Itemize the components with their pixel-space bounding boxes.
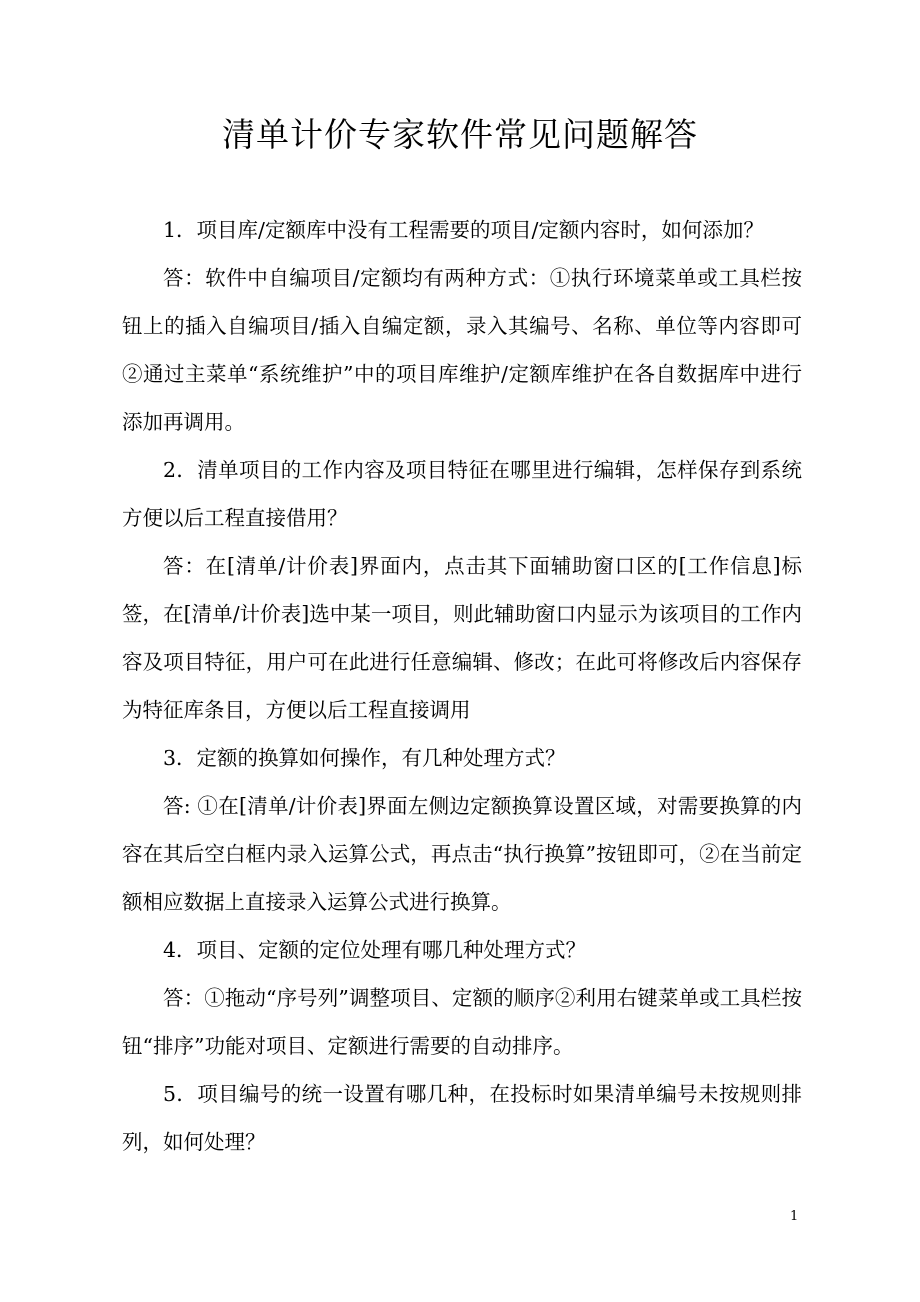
question-5: 5．项目编号的统一设置有哪几种，在投标时如果清单编号未按规则排列，如何处理？: [122, 1082, 802, 1154]
answer-1: 答：软件中自编项目/定额均有两种方式：①执行环境菜单或工具栏按钮上的插入自编项目/插入自编定额，录入其编号、名称、单位等内容即可②通过主菜单“系统维护”中的项目库维护/定额库维护在各自数据库中进行添加再调用。: [122, 266, 802, 434]
answer-2: 答：在[清单/计价表]界面内，点击其下面辅助窗口区的[工作信息]标签，在[清单/计价表]选中某一项目，则此辅助窗口内显示为该项目的工作内容及项目特征，用户可在此进行任意编辑、修改；在此可将修改后内容保存为特征库条目，方便以后工程直接调用: [122, 554, 802, 722]
document-body: [122, 206, 802, 1166]
answer-3: 答: ①在[清单/计价表]界面左侧边定额换算设置区域，对需要换算的内容在其后空白框内录入运算公式，再点击“执行换算”按钮即可，②在当前定额相应数据上直接录入运算公式进行换算。: [122, 794, 802, 914]
page-number: 1: [790, 1209, 799, 1224]
document-title: 清单计价专家软件常见问题解答: [222, 115, 698, 154]
question-1: 1．项目库/定额库中没有工程需要的项目/定额内容时，如何添加？: [163, 218, 764, 242]
question-4: 4．项目、定额的定位处理有哪几种处理方式？: [163, 938, 587, 962]
question-3: 3．定额的换算如何操作，有几种处理方式？: [163, 746, 566, 770]
answer-4: 答：①拖动“序号列”调整项目、定额的顺序②利用右键菜单或工具栏按钮“排序”功能对项目、定额进行需要的自动排序。: [122, 986, 802, 1058]
question-2: 2．清单项目的工作内容及项目特征在哪里进行编辑，怎样保存到系统方便以后工程直接借用？: [122, 458, 802, 530]
